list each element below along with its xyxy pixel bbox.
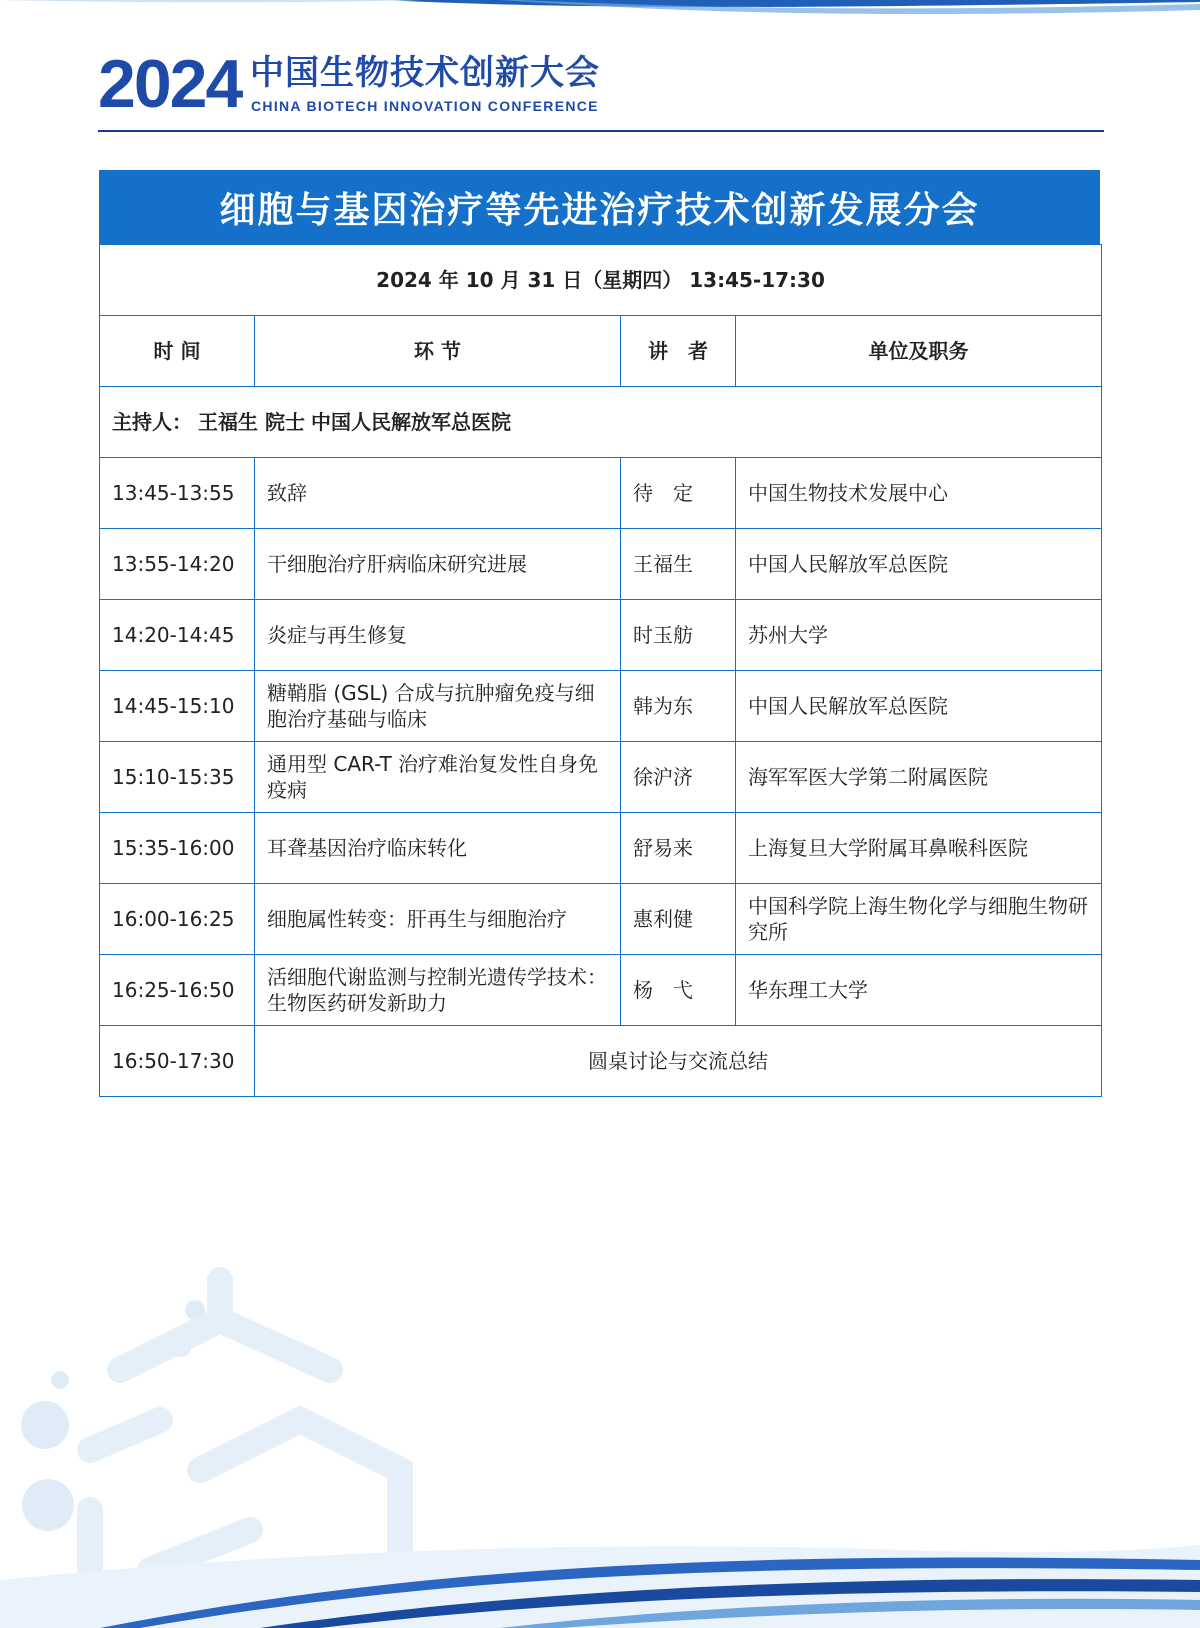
table-row <box>100 884 1102 955</box>
session-title-banner: 细胞与基因治疗等先进治疗技术创新发展分会 <box>99 170 1100 244</box>
host-name: 王福生 院士 <box>198 410 305 434</box>
table-row <box>100 458 1102 529</box>
table-row <box>100 955 1102 1026</box>
row-speaker: 待 定 <box>621 458 736 529</box>
row-speaker: 杨 弋 <box>621 955 736 1026</box>
table-header-row <box>100 316 1102 387</box>
conference-title-en: CHINA BIOTECH INNOVATION CONFERENCE <box>251 98 599 114</box>
row-time: 14:45-15:10 <box>100 671 255 742</box>
row-time: 16:50-17:30 <box>100 1026 255 1097</box>
conference-year: 2024 <box>98 46 242 122</box>
row-unit: 海军军医大学第二附属医院 <box>736 742 1102 813</box>
agenda-table <box>99 244 1102 1097</box>
row-unit: 中国人民解放军总医院 <box>736 529 1102 600</box>
row-unit: 苏州大学 <box>736 600 1102 671</box>
closing-row <box>100 1026 1102 1097</box>
header-session: 环 节 <box>255 316 621 387</box>
table-row <box>100 529 1102 600</box>
host-unit: 中国人民解放军总医院 <box>310 410 511 434</box>
row-time: 15:35-16:00 <box>100 813 255 884</box>
row-unit: 中国生物技术发展中心 <box>736 458 1102 529</box>
conference-header <box>98 46 1104 122</box>
row-time: 15:10-15:35 <box>100 742 255 813</box>
row-unit: 上海复旦大学附属耳鼻喉科医院 <box>736 813 1102 884</box>
row-topic: 炎症与再生修复 <box>255 600 621 671</box>
session-datetime: 2024 年 10 月 31 日（星期四） 13:45-17:30 <box>100 245 1102 316</box>
row-topic: 干细胞治疗肝病临床研究进展 <box>255 529 621 600</box>
host-label: 主持人： <box>112 410 192 434</box>
header-speaker: 讲 者 <box>621 316 736 387</box>
row-speaker: 惠利健 <box>621 884 736 955</box>
row-time: 16:25-16:50 <box>100 955 255 1026</box>
header-divider <box>98 130 1104 132</box>
row-topic: 致辞 <box>255 458 621 529</box>
conference-title-cn: 中国生物技术创新大会 <box>250 53 600 93</box>
table-row <box>100 671 1102 742</box>
row-speaker: 韩为东 <box>621 671 736 742</box>
row-topic: 活细胞代谢监测与控制光遗传学技术：生物医药研发新助力 <box>255 955 621 1026</box>
row-unit: 中国人民解放军总医院 <box>736 671 1102 742</box>
closing-topic: 圆桌讨论与交流总结 <box>255 1026 1102 1097</box>
row-time: 13:45-13:55 <box>100 458 255 529</box>
row-time: 13:55-14:20 <box>100 529 255 600</box>
row-topic: 通用型 CAR-T 治疗难治复发性自身免疫病 <box>255 742 621 813</box>
row-time: 16:00-16:25 <box>100 884 255 955</box>
header-unit: 单位及职务 <box>736 316 1102 387</box>
row-speaker: 舒易来 <box>621 813 736 884</box>
header-time: 时 间 <box>100 316 255 387</box>
table-row <box>100 742 1102 813</box>
row-unit: 中国科学院上海生物化学与细胞生物研究所 <box>736 884 1102 955</box>
date-row <box>100 245 1102 316</box>
row-speaker: 时玉舫 <box>621 600 736 671</box>
row-speaker: 徐沪济 <box>621 742 736 813</box>
host-row <box>100 387 1102 458</box>
row-topic: 糖鞘脂 (GSL) 合成与抗肿瘤免疫与细胞治疗基础与临床 <box>255 671 621 742</box>
molecule-wave-decoration <box>0 1250 1200 1628</box>
table-row <box>100 600 1102 671</box>
row-unit: 华东理工大学 <box>736 955 1102 1026</box>
row-topic: 耳聋基因治疗临床转化 <box>255 813 621 884</box>
table-row <box>100 813 1102 884</box>
host-cell <box>100 387 1102 458</box>
row-time: 14:20-14:45 <box>100 600 255 671</box>
row-topic: 细胞属性转变：肝再生与细胞治疗 <box>255 884 621 955</box>
row-speaker: 王福生 <box>621 529 736 600</box>
